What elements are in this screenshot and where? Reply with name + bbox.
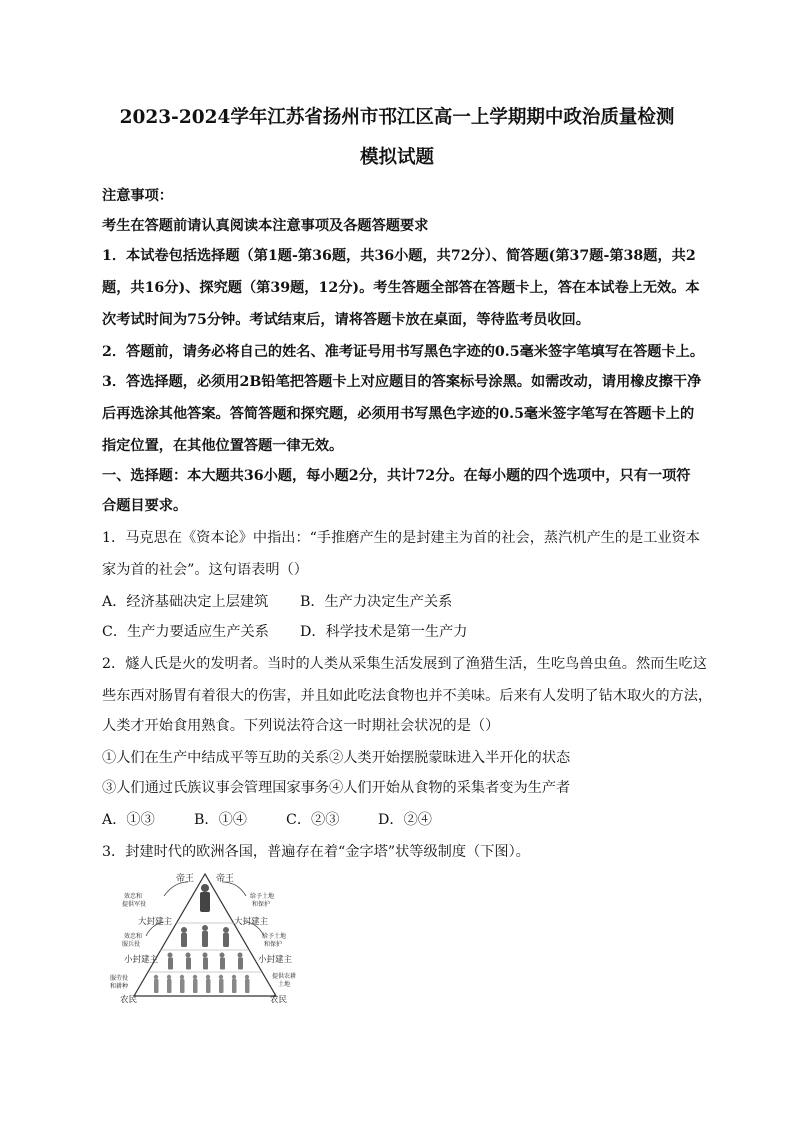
notice-item1-line2: 题，共16分)、探究题（第39题，12分)。考生答题全部答在答题卡上，答在本试卷上无效。本 bbox=[102, 280, 700, 296]
q3-stem-line1: 3．封建时代的欧洲各国，普遍存在着“金字塔”状等级制度（下图）。 bbox=[102, 844, 530, 860]
q2-option-a: A．①③ bbox=[102, 812, 155, 828]
q2-option-d: D．②④ bbox=[378, 812, 432, 828]
q2-option-c: C．②③ bbox=[286, 812, 340, 828]
section1-line2: 合题目要求。 bbox=[102, 498, 188, 514]
q2-option-b: B．①④ bbox=[194, 812, 247, 828]
document-title-line2: 模拟试题 bbox=[359, 147, 434, 168]
q1-stem-line2: 家为首的社会”。这句语表明（） bbox=[102, 562, 308, 578]
q2-stem-line1: 2．燧人氏是火的发明者。当时的人类从采集生活发展到了渔猎生活，生吃鸟兽虫鱼。然而生吃这 bbox=[102, 656, 707, 672]
q1-option-c: C．生产力要适应生产关系 bbox=[102, 624, 269, 640]
q2-stem-line3: 人类才开始食用熟食。下列说法符合这一时期社会状况的是（） bbox=[102, 718, 500, 734]
note-loyalty-service-2: 服兵役 bbox=[122, 941, 141, 948]
note-loyalty-military-2: 提供军役 bbox=[122, 901, 147, 908]
note-land-protection: 给予土地 bbox=[250, 893, 275, 900]
note-labor-farming-2: 和耕种 bbox=[110, 983, 129, 990]
section1-line1: 一、选择题：本大题共36小题，每小题2分，共计72分。在每小题的四个选项中，只有一项符 bbox=[102, 468, 691, 484]
emperor-figure-icon bbox=[200, 884, 210, 912]
q2-stem-line2: 些东西对肠胃有着很大的伤害，并且如此吃法食物也并不美味。后来有人发明了钻木取火的方法， bbox=[102, 688, 713, 704]
notice-item2: 2．答题前，请务必将自己的姓名、准考证号用书写黑色字迹的0.5毫米签字笔填写在答题卡上。 bbox=[102, 344, 705, 360]
note-provide-farmland: 提供农耕 bbox=[272, 973, 297, 980]
note-loyalty-military: 效忠和 bbox=[124, 893, 143, 900]
notice-heading: 注意事项： bbox=[102, 188, 173, 204]
notice-item3-line2: 后再选涂其他答案。答简答题和探究题，必须用书写黑色字迹的0.5毫米签字笔写在答题卡上的 bbox=[102, 406, 695, 422]
notice-item1-line1: 1．本试卷包括选择题（第1题-第36题，共36小题，共72分）、简答题(第37题-第38题，共2 bbox=[102, 248, 696, 264]
notice-item1-line3: 次考试时间为75分钟。考试结束后，请将答题卡放在桌面，等待监考员收回。 bbox=[102, 312, 590, 328]
lesser-lord-figures-icon bbox=[168, 953, 244, 970]
label-great-lord-left: 大封建主 bbox=[138, 917, 173, 927]
label-lesser-lord-left: 小封建主 bbox=[124, 955, 159, 965]
note-loyalty-service: 效忠和 bbox=[124, 933, 143, 940]
note-labor-farming: 服劳役 bbox=[110, 975, 129, 982]
note-provide-farmland-2: 土地 bbox=[278, 981, 291, 988]
q2-statements-line2: ③人们通过氏族议事会管理国家事务④人们开始从食物的采集者变为生产者 bbox=[102, 780, 571, 796]
notice-item3-line1: 3．答选择题，必须用2B铅笔把答题卡上对应题目的答案标号涂黑。如需改动，请用橡皮擦干净 bbox=[102, 374, 702, 390]
label-emperor-left: 帝王 bbox=[176, 874, 195, 884]
note-land-protection-2: 和保护 bbox=[252, 901, 271, 908]
label-peasant-right: 农民 bbox=[270, 995, 288, 1005]
q1-option-a: A．经济基础决定上层建筑 bbox=[102, 594, 269, 610]
label-lesser-lord-right: 小封建主 bbox=[258, 955, 293, 965]
notice-intro: 考生在答题前请认真阅读本注意事项及各题答题要求 bbox=[102, 218, 429, 234]
note-land-protection-lower-2: 和保护 bbox=[264, 941, 283, 948]
great-lord-figures-icon bbox=[181, 925, 229, 947]
document-title-line1: 2023-2024学年江苏省扬州市邗江区高一上学期期中政治质量检测 bbox=[119, 107, 675, 128]
label-great-lord-right: 大封建主 bbox=[234, 917, 269, 927]
arrow-down-right-icon bbox=[222, 882, 246, 896]
label-emperor-right: 帝王 bbox=[216, 874, 235, 884]
note-land-protection-lower: 给予土地 bbox=[262, 933, 287, 940]
q2-statements-line1: ①人们在生产中结成平等互助的关系②人类开始摆脱蒙昧进入半开化的状态 bbox=[102, 750, 571, 766]
q1-option-d: D．科学技术是第一生产力 bbox=[300, 624, 468, 640]
notice-item3-line3: 指定位置，在其他位置答题一律无效。 bbox=[102, 438, 344, 454]
feudal-pyramid-figure bbox=[102, 868, 307, 1008]
q1-stem-line1: 1．马克思在《资本论》中指出：“手推磨产生的是封建主为首的社会，蒸汽机产生的是工业资本 bbox=[102, 530, 700, 546]
q1-option-b: B．生产力决定生产关系 bbox=[300, 594, 453, 610]
peasant-figures-icon bbox=[154, 975, 250, 993]
arrow-up-left-icon bbox=[164, 882, 188, 896]
label-peasant-left: 农民 bbox=[120, 995, 138, 1005]
